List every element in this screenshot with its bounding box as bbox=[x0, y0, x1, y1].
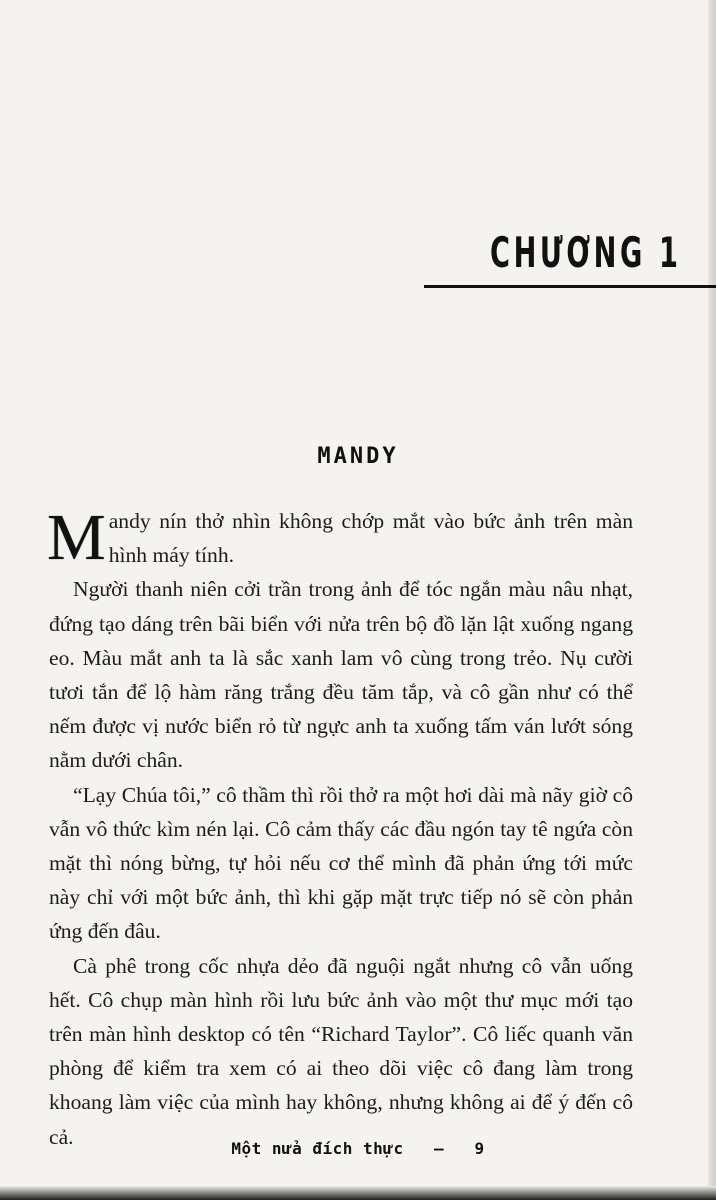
paragraph-1 bbox=[47, 501, 633, 574]
section-title: MANDY bbox=[317, 444, 399, 469]
page-bottom-edge bbox=[0, 1186, 716, 1200]
paragraph-1-text: andy nín thở nhìn không chớp mắt vào bức ảnh trên màn hình máy tính. bbox=[108, 509, 633, 568]
paragraph-4: Cà phê trong cốc nhựa dẻo đã nguội ngắt nhưng cô vẫn uống hết. Cô chụp màn hình rồi lưu bức ảnh vào một thư mục mới tạo trên màn hình desktop có tên “Richard Taylor”. Cô liếc quanh văn phòng để kiểm tra xem có ai theo dõi việc cô đang làm trong khoang làm việc của mình hay không, nhưng không ai để ý đến cô cả. bbox=[49, 953, 633, 1149]
footer-page-number: 9 bbox=[474, 1139, 485, 1158]
chapter-rule bbox=[424, 285, 716, 288]
footer-book-title: Một nửa đích thực bbox=[231, 1139, 404, 1158]
footer-separator: – bbox=[433, 1139, 445, 1158]
running-footer bbox=[0, 1139, 716, 1158]
drop-cap: M bbox=[47, 501, 106, 574]
chapter-heading: CHƯƠNG 1 bbox=[490, 228, 682, 277]
paragraph-2: Người thanh niên cởi trần trong ảnh để tóc ngắn màu nâu nhạt, đứng tạo dáng trên bãi biển với nửa trên bộ đồ lặn lật xuống ngang eo. Màu mắt anh ta là sắc xanh lam vô cùng trong trẻo. Nụ cười tươi tắn để lộ hàm răng trắng đều tăm tắp, và cô gần như có thể nếm được vị nước biển rỏ từ ngực anh ta xuống tấm ván lướt sóng nằm dưới chân. bbox=[49, 577, 633, 773]
paragraph-3: “Lạy Chúa tôi,” cô thầm thì rồi thở ra một hơi dài mà nãy giờ cô vẫn vô thức kìm nén lại. Cô cảm thấy các đầu ngón tay tê ngứa còn mặt thì nóng bừng, tự hỏi nếu cơ thể mình đã phản ứng tới mức này chỉ với một bức ảnh, thì khi gặp mặt trực tiếp nó sẽ còn phản ứng đến đâu. bbox=[49, 782, 633, 944]
body-text bbox=[47, 501, 633, 1154]
page-edge bbox=[708, 0, 716, 1200]
